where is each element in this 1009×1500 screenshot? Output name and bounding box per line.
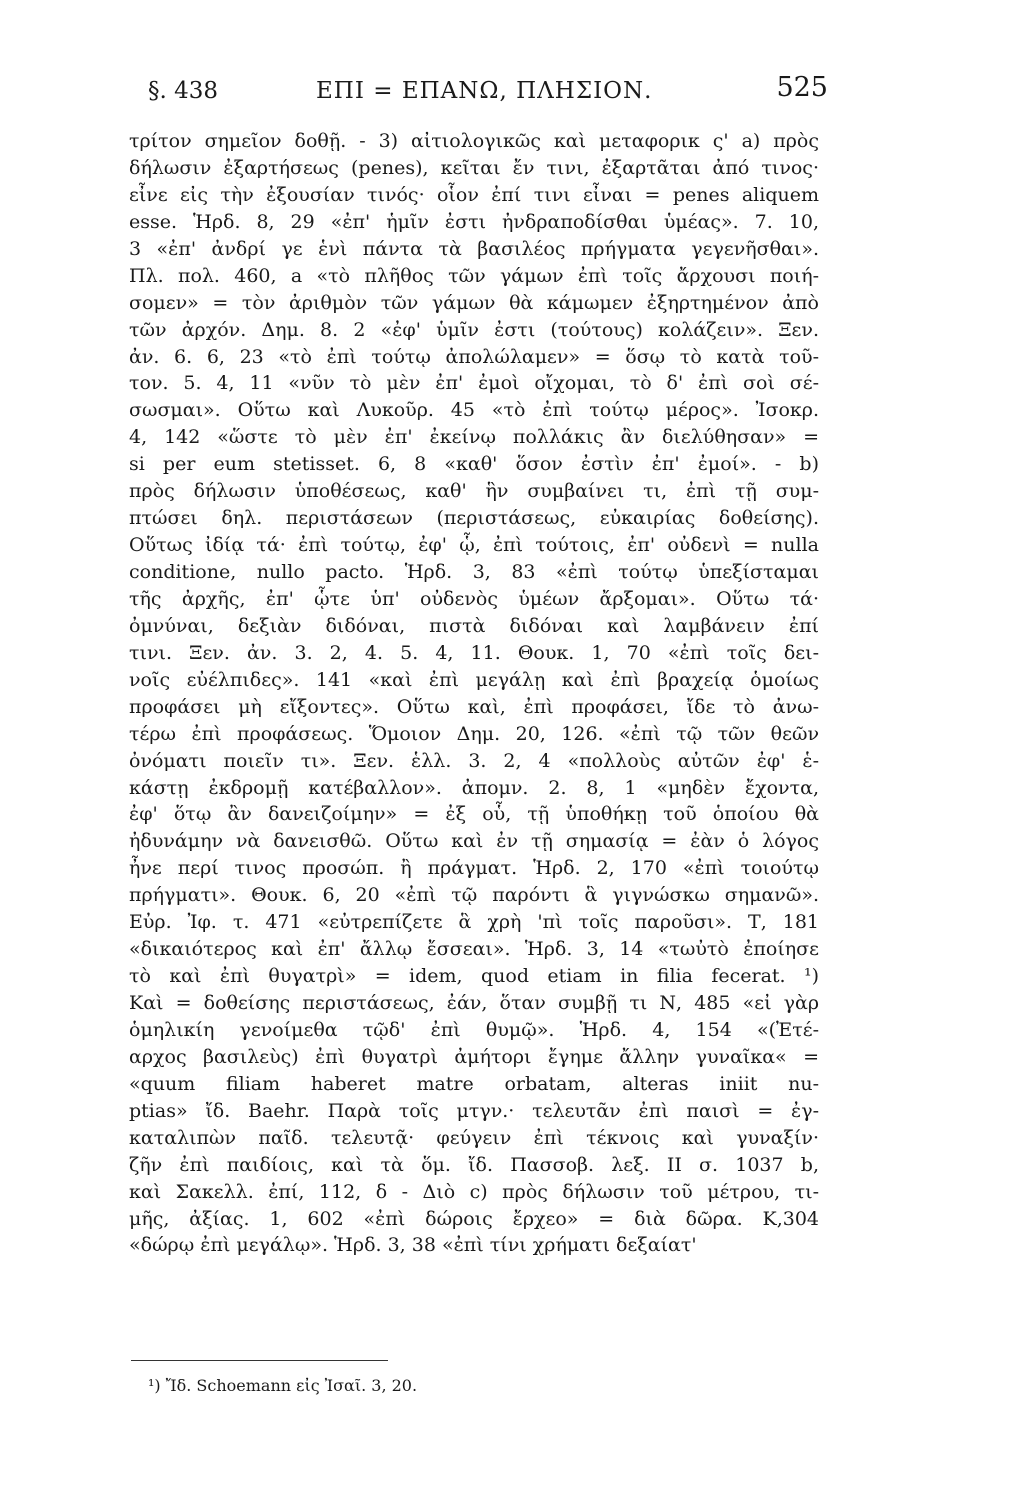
text-line: ὀνόματι ποιεῖν τι». Ξεν. ἑλλ. 3. 2, 4 «πολλοὺς αὐτῶν ἐφ' ἑ-: [129, 749, 819, 772]
text-line: ζῆν ἐπὶ παιδίοις, καὶ τὰ ὅμ. ἴδ. Πασσοβ. λεξ. II σ. 1037 b,: [129, 1153, 819, 1176]
section-number: §. 438: [148, 78, 219, 104]
page-number: 525: [776, 72, 828, 103]
text-line: πρὸς δήλωσιν ὑποθέσεως, καθ' ἣν συμβαίνει τι, ἐπὶ τῇ συμ-: [129, 480, 819, 503]
text-line: σωσμαι». Οὕτω καὶ Λυκοῦρ. 45 «τὸ ἐπὶ τούτῳ μέρος». Ἰσοκρ.: [129, 399, 819, 422]
text-line: τὸ καὶ ἐπὶ θυγατρὶ» = idem, quod etiam in filia fecerat. ¹): [129, 965, 819, 988]
text-line: ὀμνύναι, δεξιὰν διδόναι, πιστὰ διδόναι καὶ λαμβάνειν ἐπί: [129, 614, 819, 637]
text-line: Οὕτως ἰδίᾳ τά· ἐπὶ τούτῳ, ἐφ' ᾧ, ἐπὶ τούτοις, ἐπ' οὐδενὶ = nulla: [129, 534, 819, 557]
text-line: ὁμηλικίη γενοίμεθα τῷδ' ἐπὶ θυμῷ». Ἡρδ. 4, 154 «(Ἐτέ-: [129, 1018, 819, 1041]
text-line: «δώρῳ ἐπὶ μεγάλῳ». Ἡρδ. 3, 38 «ἐπὶ τίνι χρήματι δεξαίατ': [129, 1234, 697, 1257]
text-line: τινι. Ξεν. ἀν. 3. 2, 4. 5. 4, 11. Θουκ. 1, 70 «ἐπὶ τοῖς δει-: [129, 641, 819, 664]
text-line: si per eum stetisset. 6, 8 «καθ' ὅσον ἐστὶν ἐπ' ἐμοί». - b): [129, 453, 819, 476]
text-line: τῆς ἀρχῆς, ἐπ' ᾧτε ὑπ' οὐδενὸς ὑμέων ἄρξομαι». Οὕτω τά·: [129, 587, 819, 610]
text-line: τον. 5. 4, 11 «νῦν τὸ μὲν ἐπ' ἐμοὶ οἴχομαι, τὸ δ' ἐπὶ σοὶ σέ-: [129, 372, 819, 395]
text-line: ἠδυνάμην νὰ δανεισθῶ. Οὕτω καὶ ἐν τῇ σημασίᾳ = ἐὰν ὁ λόγος: [129, 830, 819, 853]
text-line: ἐφ' ὅτῳ ἂν δανειζοίμην» = ἐξ οὗ, τῇ ὑποθήκῃ τοῦ ὁποίου θὰ: [129, 803, 819, 826]
text-line: καὶ Σακελλ. ἐπί, 112, δ - Διὸ c) πρὸς δήλωσιν τοῦ μέτρου, τι-: [129, 1180, 819, 1203]
text-line: τῶν ἀρχόν. Δημ. 8. 2 «ἐφ' ὑμῖν ἐστι (τούτους) κολάζειν». Ξεν.: [129, 318, 819, 341]
text-line: esse. Ἡρδ. 8, 29 «ἐπ' ἡμῖν ἐστι ἠνδραποδίσθαι ὑμέας». 7. 10,: [129, 210, 819, 233]
text-line: κάστῃ ἐκδρομῇ κατέβαλλον». ἀπομν. 2. 8, 1 «μηδὲν ἔχοντα,: [129, 776, 819, 799]
text-line: πτώσει δηλ. περιστάσεων (περιστάσεως, εὐκαιρίας δοθείσης).: [129, 507, 819, 530]
text-line: πρήγματι». Θουκ. 6, 20 «ἐπὶ τῷ παρόντι ἃ γιγνώσκω σημανῶ».: [129, 884, 819, 907]
text-line: σομεν» = τὸν ἀριθμὸν τῶν γάμων θὰ κάμωμεν ἐξηρτημένον ἀπὸ: [129, 291, 819, 314]
running-head: [148, 72, 828, 106]
text-line: ptias» ἴδ. Baehr. Παρὰ τοῖς μτγν.· τελευτᾶν ἐπὶ παισὶ = ἐγ-: [129, 1099, 819, 1122]
text-line: δήλωσιν ἐξαρτήσεως (penes), κεῖται ἔν τινι, ἐξαρτᾶται ἀπό τινος·: [129, 156, 819, 179]
text-line: ἀν. 6. 6, 23 «τὸ ἐπὶ τούτῳ ἀπολώλαμεν» = ὅσῳ τὸ κατὰ τοῦ-: [129, 345, 819, 368]
text-line: προφάσει μὴ εἴξοντες». Οὕτω καὶ, ἐπὶ προφάσει, ἴδε τὸ ἀνω-: [129, 695, 819, 718]
page-title: ΕΠΙ = ΕΠΑΝΩ, ΠΛΗΣΙΟΝ.: [316, 78, 653, 104]
text-line: 3 «ἐπ' ἀνδρί γε ἑνὶ πάντα τὰ βασιλέος πρήγματα γεγενῆσθαι».: [129, 237, 819, 260]
body-text: [129, 128, 819, 1259]
text-line: τρίτον σημεῖον δοθῇ. - 3) αἰτιολογικῶς καὶ μεταφορικ ς' a) πρὸς: [129, 130, 819, 152]
text-line: conditione, nullo pacto. Ἡρδ. 3, 83 «ἐπὶ τούτῳ ὑπεξίσταμαι: [129, 561, 819, 583]
text-line: ἦνε περί τινος προσώπ. ἢ πράγματ. Ἡρδ. 2, 170 «ἐπὶ τοιούτῳ: [129, 857, 819, 880]
text-line: Καὶ = δοθείσης περιστάσεως, ἐάν, ὅταν συμβῇ τι Ν, 485 «εἰ γὰρ: [129, 992, 819, 1014]
text-line: Εὐρ. Ἰφ. τ. 471 «εὐτρεπίζετε ἃ χρὴ 'πὶ τοῖς παροῦσι». Τ, 181: [129, 911, 819, 934]
text-line: εἶνε εἰς τὴν ἐξουσίαν τινός· οἷον ἐπί τινι εἶναι = penes aliquem: [129, 183, 819, 206]
text-line: Πλ. πολ. 460, a «τὸ πλῆθος τῶν γάμων ἐπὶ τοῖς ἄρχουσι ποιή-: [129, 264, 819, 287]
text-line: αρχος βασιλεὺς) ἐπὶ θυγατρὶ ἀμήτορι ἔγημε ἄλλην γυναῖκα« =: [129, 1045, 819, 1068]
footnote-divider: [131, 1360, 388, 1361]
text-line: καταλιπὼν παῖδ. τελευτᾷ· φεύγειν ἐπὶ τέκνοις καὶ γυναξίν·: [129, 1126, 819, 1149]
text-line: «δικαιότερος καὶ ἐπ' ἄλλῳ ἔσσεαι». Ἡρδ. 3, 14 «τωὐτὸ ἐποίησε: [129, 938, 819, 961]
text-line: τέρω ἐπὶ προφάσεως. Ὅμοιον Δημ. 20, 126. «ἐπὶ τῷ τῶν θεῶν: [129, 722, 819, 745]
text-line: 4, 142 «ὥστε τὸ μὲν ἐπ' ἐκείνῳ πολλάκις ἂν διελύθησαν» =: [129, 426, 819, 449]
text-line: νοῖς εὐέλπιδες». 141 «καὶ ἐπὶ μεγάλῃ καὶ ἐπὶ βραχείᾳ ὁμοίως: [129, 668, 819, 691]
footnote: ¹) Ἴδ. Schoemann εἰς Ἰσαῖ. 3, 20.: [148, 1376, 418, 1395]
text-line: «quum filiam haberet matre orbatam, alteras iniit nu-: [129, 1072, 819, 1095]
text-line: μῆς, ἀξίας. 1, 602 «ἐπὶ δώροις ἔρχεο» = διὰ δῶρα. Κ,304: [129, 1207, 819, 1230]
